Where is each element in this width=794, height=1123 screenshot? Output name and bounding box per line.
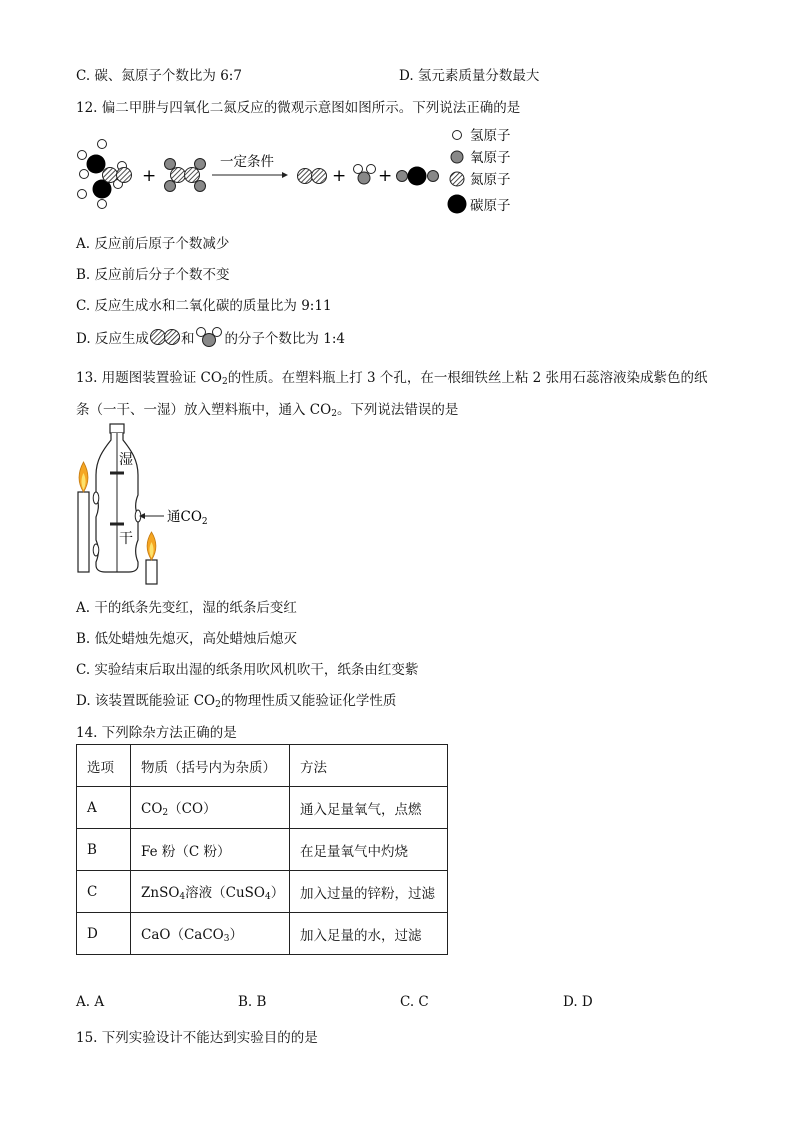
row-option: C [77, 871, 131, 913]
q12-reaction-diagram [74, 122, 534, 222]
dimethylhydrazine-molecule [78, 140, 132, 209]
tall-candle [78, 462, 89, 572]
legend-hydrogen: 氢原子 [470, 128, 511, 144]
short-candle [146, 532, 157, 584]
dinitrogen-tetroxide-molecule [165, 159, 206, 192]
q12-stem: 12. 偏二甲肼与四氧化二氮反应的微观示意图如图所示。下列说法正确的是 [76, 100, 521, 116]
plus-sign-1: + [142, 166, 157, 186]
q14-choice-a: A. A [76, 994, 105, 1010]
q12-option-c: C. 反应生成水和二氧化碳的质量比为 9:11 [76, 298, 332, 314]
table-row [77, 913, 448, 955]
nitrogen-molecule-inline [149, 328, 181, 346]
legend-carbon: 碳原子 [470, 198, 511, 214]
q12-option-d-mid: 和 [180, 331, 195, 347]
water-molecule-inline [194, 326, 224, 348]
plastic-bottle [93, 424, 141, 572]
q13-apparatus-diagram [70, 420, 230, 590]
q13-option-c: C. 实验结束后取出湿的纸条用吹风机吹干，纸条由红变紫 [76, 662, 419, 678]
header-option: 选项 [77, 745, 131, 787]
q14-choice-b: B. B [238, 994, 267, 1010]
plus-sign-3: + [378, 166, 393, 186]
row-option: A [77, 787, 131, 829]
q13-option-d: D. 该装置既能验证 $CO_2$的物理性质又能验证化学性质 [76, 693, 397, 710]
legend-oxygen: 氧原子 [470, 150, 511, 166]
carbon-dioxide-molecule [397, 167, 439, 186]
q12-option-d-pre: D. 反应生成 [76, 331, 149, 347]
q12-option-d [76, 326, 345, 348]
row-method: 在足量氧气中灼烧 [290, 829, 448, 871]
table-row [77, 787, 448, 829]
table-header-row [77, 745, 448, 787]
q15-stem: 15. 下列实验设计不能达到实验目的的是 [76, 1030, 318, 1046]
q14-choice-d: D. D [563, 994, 593, 1010]
header-method: 方法 [290, 745, 448, 787]
wet-strip-label: 湿 [119, 452, 133, 468]
row-option: B [77, 829, 131, 871]
plus-sign-2: + [332, 166, 347, 186]
table-row [77, 829, 448, 871]
row-substance: ZnSO$_4$溶液（CuSO$_4$） [131, 871, 290, 913]
dry-strip-label: 干 [119, 531, 133, 547]
row-method: 通入足量氧气，点燃 [290, 787, 448, 829]
q11-option-c: C. 碳、氮原子个数比为 6:7 [76, 68, 242, 84]
row-substance: Fe 粉（C 粉） [131, 829, 290, 871]
q14-choice-c: C. C [400, 994, 429, 1010]
q13-stem-line1: 13. 用题图装置验证 $CO_2$的性质。在塑料瓶上打 3 个孔，在一根细铁丝上粘 2 张用石蕊溶液染成紫色的纸 [76, 370, 708, 387]
q13-stem-line2: 条（一干、一湿）放入塑料瓶中，通入 $CO_2$。下列说法错误的是 [76, 402, 459, 419]
q13-option-a: A. 干的纸条先变红，湿的纸条后变红 [76, 600, 297, 616]
q11-option-d: D. 氢元素质量分数最大 [399, 68, 540, 84]
legend-nitrogen: 氮原子 [470, 172, 511, 188]
atom-legend [448, 128, 511, 214]
row-method: 加入足量的水，过滤 [290, 913, 448, 955]
reaction-condition-label: 一定条件 [220, 154, 274, 170]
q12-option-b: B. 反应前后分子个数不变 [76, 267, 230, 283]
q12-option-a: A. 反应前后原子个数减少 [76, 236, 230, 252]
q13-option-b: B. 低处蜡烛先熄灭，高处蜡烛后熄灭 [76, 631, 298, 647]
header-substance: 物质（括号内为杂质） [131, 745, 290, 787]
row-substance: $CO_2(CO)$ [131, 787, 290, 829]
row-substance: CaO（CaCO$_3$） [131, 913, 290, 955]
q12-option-d-post: 的分子个数比为 1:4 [224, 331, 345, 347]
water-molecule [354, 165, 376, 185]
row-option: D [77, 913, 131, 955]
q14-stem: 14. 下列除杂方法正确的是 [76, 725, 237, 741]
purification-table [76, 744, 448, 955]
gas-inlet-label: 通$CO_2$ [167, 509, 208, 527]
table-row [77, 871, 448, 913]
nitrogen-molecule [298, 169, 327, 184]
row-method: 加入过量的锌粉，过滤 [290, 871, 448, 913]
